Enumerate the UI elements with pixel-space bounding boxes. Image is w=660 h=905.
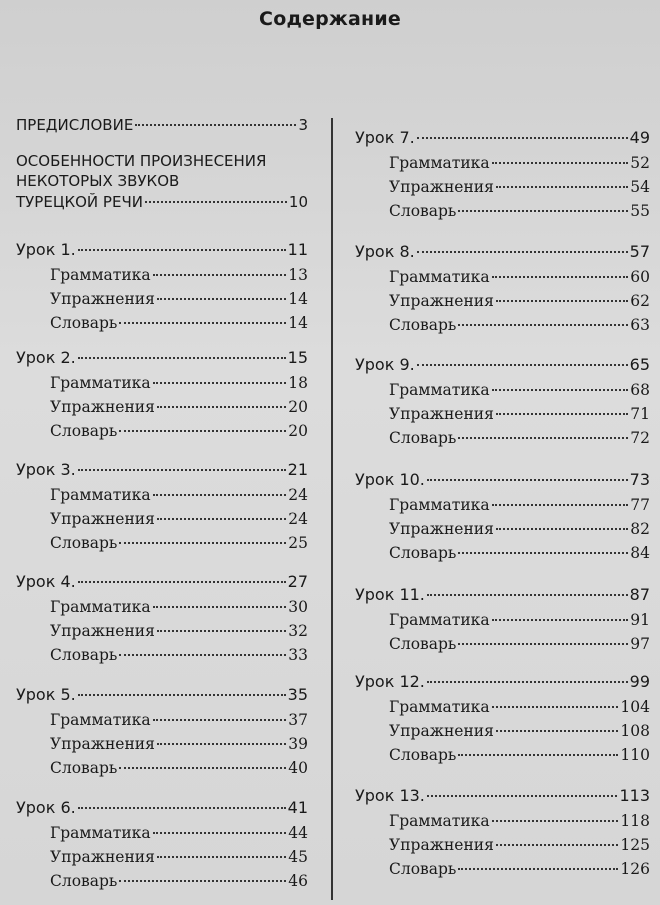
toc-entry-label: Словарь bbox=[389, 429, 457, 447]
dot-leader bbox=[78, 357, 286, 359]
toc-subentry[interactable] bbox=[389, 429, 650, 447]
dot-leader bbox=[496, 413, 628, 415]
toc-lesson[interactable] bbox=[355, 470, 650, 489]
toc-subentry[interactable] bbox=[50, 266, 308, 284]
dot-leader bbox=[153, 274, 287, 276]
dot-leader bbox=[153, 382, 287, 384]
dot-leader bbox=[78, 249, 286, 251]
toc-entry-label: Упражнения bbox=[50, 735, 155, 753]
toc-entry-page: 33 bbox=[288, 646, 308, 664]
toc-entry-page: 126 bbox=[620, 860, 650, 878]
dot-leader bbox=[78, 807, 286, 809]
dot-leader bbox=[153, 606, 287, 608]
toc-subentry[interactable] bbox=[50, 622, 308, 640]
toc-lesson[interactable] bbox=[355, 242, 650, 261]
toc-entry-page: 68 bbox=[630, 381, 650, 399]
toc-entry-page: 32 bbox=[288, 622, 308, 640]
toc-entry-label: Урок 1. bbox=[16, 240, 76, 259]
toc-entry-page: 18 bbox=[288, 374, 308, 392]
toc-entry-page: 91 bbox=[630, 611, 650, 629]
toc-entry-page: 20 bbox=[288, 422, 308, 440]
toc-entry-page: 65 bbox=[629, 355, 650, 374]
toc-entry-label: Грамматика bbox=[389, 812, 490, 830]
toc-entry-page: 24 bbox=[288, 510, 308, 528]
toc-entry-label: Урок 6. bbox=[16, 798, 76, 817]
toc-subentry[interactable] bbox=[389, 860, 650, 878]
toc-entry-label: Грамматика bbox=[50, 266, 151, 284]
toc-lesson[interactable] bbox=[355, 355, 650, 374]
toc-entry-label: ПРЕДИСЛОВИЕ bbox=[16, 116, 134, 134]
toc-subentry[interactable] bbox=[50, 534, 308, 552]
toc-entry-label: Грамматика bbox=[389, 611, 490, 629]
toc-entry-page: 20 bbox=[288, 398, 308, 416]
dot-leader bbox=[427, 594, 628, 596]
toc-entry-page: 27 bbox=[287, 572, 308, 591]
toc-subentry[interactable] bbox=[389, 292, 650, 310]
toc-entry-label: Упражнения bbox=[50, 622, 155, 640]
toc-entry-label: Упражнения bbox=[389, 178, 494, 196]
toc-entry-label: Упражнения bbox=[50, 398, 155, 416]
toc-entry-label: Упражнения bbox=[389, 520, 494, 538]
dot-leader bbox=[492, 276, 629, 278]
toc-subentry[interactable] bbox=[389, 520, 650, 538]
toc-entry-page: 13 bbox=[288, 266, 308, 284]
toc-entry-page: 21 bbox=[287, 460, 308, 479]
toc-entry-pronunciation[interactable] bbox=[16, 193, 308, 211]
column-divider bbox=[331, 118, 333, 900]
toc-entry-label: Словарь bbox=[50, 872, 118, 890]
toc-subentry[interactable] bbox=[389, 202, 650, 220]
toc-entry-page: 25 bbox=[288, 534, 308, 552]
toc-entry-label: Упражнения bbox=[50, 510, 155, 528]
dot-leader bbox=[417, 137, 628, 139]
toc-subentry[interactable] bbox=[50, 872, 308, 890]
toc-entry-page: 24 bbox=[288, 486, 308, 504]
toc-entry-label: Грамматика bbox=[389, 496, 490, 514]
toc-lesson[interactable] bbox=[16, 240, 308, 259]
toc-subentry[interactable] bbox=[50, 735, 308, 753]
toc-subentry[interactable] bbox=[389, 722, 650, 740]
toc-entry-page: 30 bbox=[288, 598, 308, 616]
toc-entry-page: 11 bbox=[287, 240, 308, 259]
toc-subentry[interactable] bbox=[389, 405, 650, 423]
toc-entry-label: Грамматика bbox=[50, 374, 151, 392]
toc-subentry[interactable] bbox=[50, 510, 308, 528]
toc-lesson[interactable] bbox=[16, 685, 308, 704]
toc-entry-label: Грамматика bbox=[50, 711, 151, 729]
toc-entry-page: 99 bbox=[629, 672, 650, 691]
toc-subentry[interactable] bbox=[50, 314, 308, 332]
toc-entry-page: 35 bbox=[287, 685, 308, 704]
dot-leader bbox=[78, 469, 286, 471]
toc-entry-label: Словарь bbox=[389, 860, 457, 878]
toc-lesson[interactable] bbox=[355, 786, 650, 805]
toc-entry-page: 10 bbox=[288, 193, 308, 211]
toc-entry-label: Упражнения bbox=[389, 722, 494, 740]
toc-subentry[interactable] bbox=[50, 646, 308, 664]
toc-entry-label: Словарь bbox=[389, 746, 457, 764]
page-title: Содержание bbox=[259, 8, 401, 30]
toc-entry-page: 52 bbox=[630, 154, 650, 172]
toc-entry-page: 108 bbox=[620, 722, 650, 740]
toc-entry-page: 44 bbox=[288, 824, 308, 842]
dot-leader bbox=[78, 694, 286, 696]
toc-subentry[interactable] bbox=[50, 598, 308, 616]
dot-leader bbox=[492, 504, 629, 506]
dot-leader bbox=[157, 743, 286, 745]
toc-subentry[interactable] bbox=[389, 268, 650, 286]
toc-entry-page: 15 bbox=[287, 348, 308, 367]
dot-leader bbox=[119, 430, 286, 432]
toc-entry-page: 37 bbox=[288, 711, 308, 729]
dot-leader bbox=[492, 162, 629, 164]
dot-leader bbox=[458, 210, 628, 212]
dot-leader bbox=[496, 300, 628, 302]
toc-subentry[interactable] bbox=[389, 154, 650, 172]
toc-subentry[interactable] bbox=[50, 711, 308, 729]
toc-subentry[interactable] bbox=[389, 381, 650, 399]
toc-entry-label: Словарь bbox=[50, 646, 118, 664]
toc-subentry[interactable] bbox=[50, 422, 308, 440]
dot-leader bbox=[496, 528, 628, 530]
toc-entry-page: 39 bbox=[288, 735, 308, 753]
toc-entry-page: 73 bbox=[629, 470, 650, 489]
toc-subentry[interactable] bbox=[50, 290, 308, 308]
toc-entry-label: Упражнения bbox=[50, 848, 155, 866]
dot-leader bbox=[496, 730, 619, 732]
dot-leader bbox=[78, 581, 286, 583]
toc-entry-page: 14 bbox=[288, 290, 308, 308]
toc-subentry[interactable] bbox=[389, 544, 650, 562]
toc-entry-label: Словарь bbox=[389, 635, 457, 653]
toc-entry-label: Грамматика bbox=[389, 698, 490, 716]
toc-subentry[interactable] bbox=[50, 398, 308, 416]
toc-entry-page: 118 bbox=[620, 812, 650, 830]
dot-leader bbox=[427, 479, 628, 481]
dot-leader bbox=[119, 322, 286, 324]
toc-entry-page: 57 bbox=[629, 242, 650, 261]
dot-leader bbox=[157, 298, 286, 300]
toc-entry-label: ТУРЕЦКОЙ РЕЧИ bbox=[16, 193, 143, 211]
toc-entry-page: 45 bbox=[288, 848, 308, 866]
toc-subentry[interactable] bbox=[389, 836, 650, 854]
toc-entry-label: Урок 8. bbox=[355, 242, 415, 261]
toc-entry-label: Урок 5. bbox=[16, 685, 76, 704]
toc-entry-page: 54 bbox=[630, 178, 650, 196]
toc-entry-label: Урок 4. bbox=[16, 572, 76, 591]
toc-entry-page: 125 bbox=[620, 836, 650, 854]
dot-leader bbox=[458, 643, 628, 645]
toc-entry-page: 110 bbox=[620, 746, 650, 764]
toc-lesson[interactable] bbox=[16, 348, 308, 367]
toc-entry-page: 77 bbox=[630, 496, 650, 514]
toc-entry-page: 82 bbox=[630, 520, 650, 538]
dot-leader bbox=[157, 406, 286, 408]
dot-leader bbox=[157, 856, 286, 858]
dot-leader bbox=[496, 186, 628, 188]
toc-entry-label: Урок 9. bbox=[355, 355, 415, 374]
toc-entry-page: 62 bbox=[630, 292, 650, 310]
dot-leader bbox=[157, 518, 286, 520]
toc-entry-page: 40 bbox=[288, 759, 308, 777]
toc-subentry[interactable] bbox=[389, 812, 650, 830]
toc-entry-label: Грамматика bbox=[50, 598, 151, 616]
toc-entry-page: 55 bbox=[630, 202, 650, 220]
toc-entry-label: Урок 12. bbox=[355, 672, 425, 691]
dot-leader bbox=[153, 719, 287, 721]
toc-subentry[interactable] bbox=[50, 374, 308, 392]
toc-entry-label: Грамматика bbox=[389, 268, 490, 286]
dot-leader bbox=[153, 494, 287, 496]
dot-leader bbox=[492, 389, 629, 391]
toc-entry-label: Грамматика bbox=[389, 154, 490, 172]
toc-entry-label: Словарь bbox=[50, 422, 118, 440]
toc-entry-page: 113 bbox=[619, 786, 650, 805]
toc-lesson[interactable] bbox=[16, 572, 308, 591]
dot-leader bbox=[427, 795, 618, 797]
toc-entry-label: Урок 13. bbox=[355, 786, 425, 805]
toc-subentry[interactable] bbox=[389, 496, 650, 514]
toc-entry-label: Упражнения bbox=[389, 836, 494, 854]
toc-lesson[interactable] bbox=[355, 585, 650, 604]
toc-entry-label: Словарь bbox=[389, 202, 457, 220]
toc-entry-label: Урок 11. bbox=[355, 585, 425, 604]
toc-entry-label: Урок 2. bbox=[16, 348, 76, 367]
toc-entry-preface[interactable] bbox=[16, 116, 308, 134]
toc-entry-page: 46 bbox=[288, 872, 308, 890]
toc-entry-pronunciation-line2: НЕКОТОРЫХ ЗВУКОВ bbox=[16, 172, 180, 190]
toc-entry-label: Словарь bbox=[50, 759, 118, 777]
toc-lesson[interactable] bbox=[355, 672, 650, 691]
dot-leader bbox=[153, 832, 287, 834]
dot-leader bbox=[427, 681, 628, 683]
toc-entry-page: 60 bbox=[630, 268, 650, 286]
dot-leader bbox=[492, 820, 619, 822]
toc-entry-page: 87 bbox=[629, 585, 650, 604]
toc-subentry[interactable] bbox=[50, 848, 308, 866]
toc-entry-page: 71 bbox=[630, 405, 650, 423]
toc-entry-page: 97 bbox=[630, 635, 650, 653]
dot-leader bbox=[458, 324, 628, 326]
toc-entry-label: Словарь bbox=[50, 534, 118, 552]
toc-subentry[interactable] bbox=[389, 611, 650, 629]
dot-leader bbox=[458, 754, 618, 756]
toc-entry-label: Словарь bbox=[389, 316, 457, 334]
toc-entry-label: Грамматика bbox=[389, 381, 490, 399]
dot-leader bbox=[119, 767, 286, 769]
dot-leader bbox=[417, 364, 628, 366]
dot-leader bbox=[119, 880, 286, 882]
toc-lesson[interactable] bbox=[16, 798, 308, 817]
dot-leader bbox=[119, 654, 286, 656]
dot-leader bbox=[417, 251, 628, 253]
toc-entry-label: Грамматика bbox=[50, 486, 151, 504]
toc-subentry[interactable] bbox=[389, 316, 650, 334]
toc-entry-label: Упражнения bbox=[389, 292, 494, 310]
toc-entry-page: 3 bbox=[298, 116, 308, 134]
toc-entry-label: Грамматика bbox=[50, 824, 151, 842]
toc-entry-page: 14 bbox=[288, 314, 308, 332]
toc-subentry[interactable] bbox=[389, 746, 650, 764]
dot-leader bbox=[458, 437, 628, 439]
dot-leader bbox=[157, 630, 286, 632]
dot-leader bbox=[458, 552, 628, 554]
toc-subentry[interactable] bbox=[389, 635, 650, 653]
toc-lesson[interactable] bbox=[355, 128, 650, 147]
toc-entry-label: Урок 10. bbox=[355, 470, 425, 489]
dot-leader bbox=[119, 542, 286, 544]
toc-entry-label: Урок 3. bbox=[16, 460, 76, 479]
toc-entry-label: Упражнения bbox=[50, 290, 155, 308]
toc-subentry[interactable] bbox=[389, 698, 650, 716]
toc-entry-page: 41 bbox=[287, 798, 308, 817]
toc-entry-label: Словарь bbox=[50, 314, 118, 332]
dot-leader bbox=[492, 619, 629, 621]
toc-subentry[interactable] bbox=[50, 824, 308, 842]
dot-leader bbox=[135, 124, 296, 126]
toc-subentry[interactable] bbox=[50, 486, 308, 504]
toc-subentry[interactable] bbox=[389, 178, 650, 196]
toc-subentry[interactable] bbox=[50, 759, 308, 777]
dot-leader bbox=[458, 868, 618, 870]
toc-entry-label: Урок 7. bbox=[355, 128, 415, 147]
toc-entry-page: 49 bbox=[629, 128, 650, 147]
toc-entry-page: 63 bbox=[630, 316, 650, 334]
toc-entry-page: 84 bbox=[630, 544, 650, 562]
toc-entry-page: 104 bbox=[620, 698, 650, 716]
toc-entry-pronunciation-line1: ОСОБЕННОСТИ ПРОИЗНЕСЕНИЯ bbox=[16, 152, 267, 170]
dot-leader bbox=[145, 201, 287, 203]
toc-entry-label: Упражнения bbox=[389, 405, 494, 423]
toc-entry-label: Словарь bbox=[389, 544, 457, 562]
dot-leader bbox=[492, 706, 619, 708]
toc-entry-page: 72 bbox=[630, 429, 650, 447]
dot-leader bbox=[496, 844, 619, 846]
toc-lesson[interactable] bbox=[16, 460, 308, 479]
